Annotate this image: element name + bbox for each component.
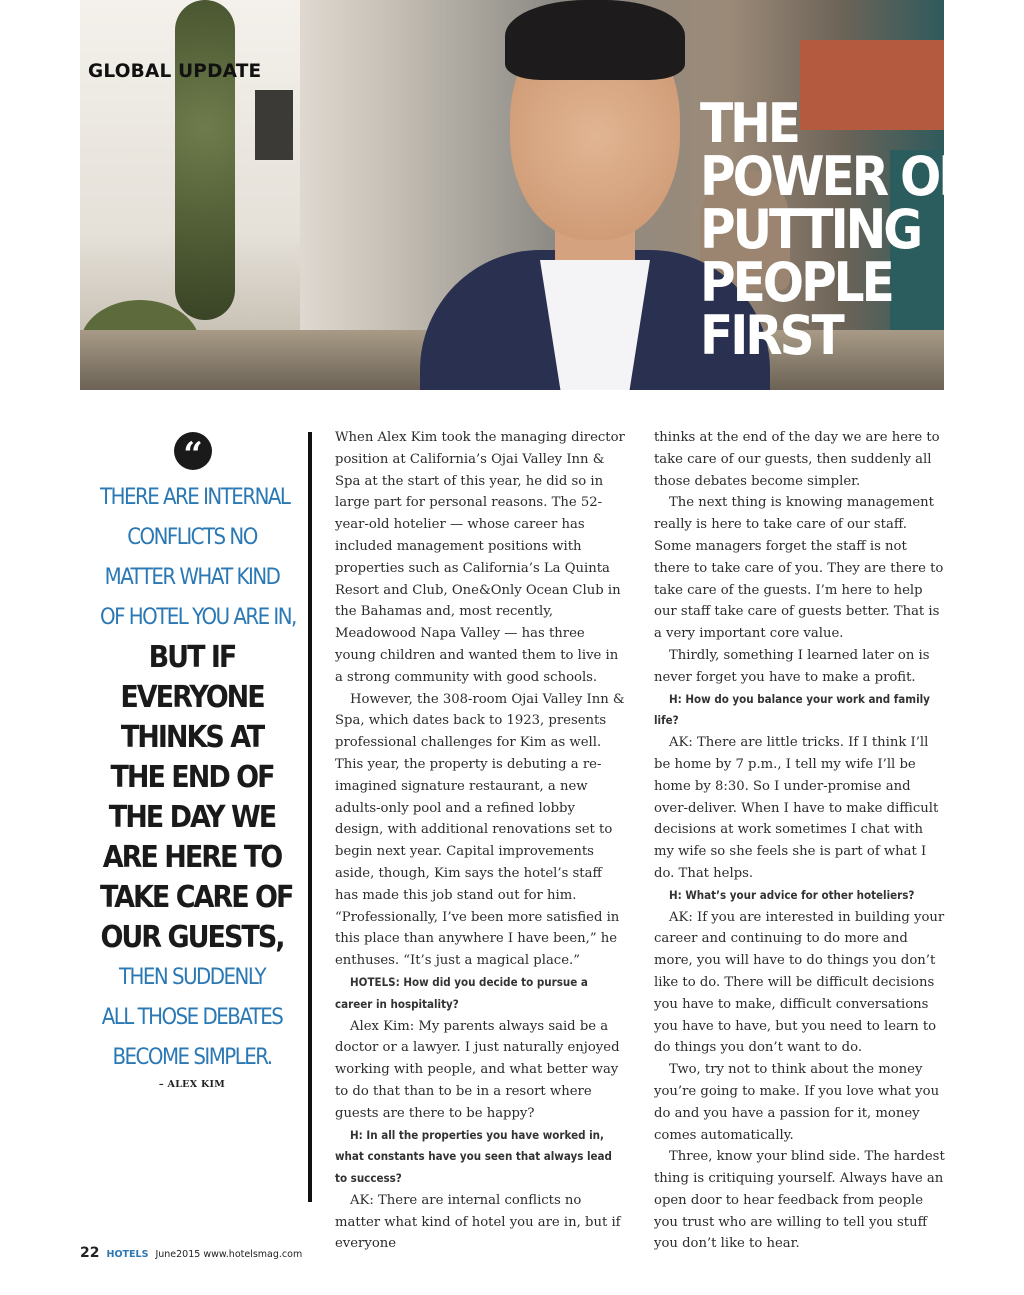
paragraph: Thirdly, something I learned later on is never forget you have to make a profit. <box>654 647 930 685</box>
column-divider <box>308 432 312 1202</box>
headline-line: POWER OF <box>700 145 969 208</box>
paragraph: Three, know your blind side. The hardest thing is critiquing yourself. Always have an open door to hear feedback from people you trust who are willing to tell you stuff you don’t like to hear. <box>654 1149 945 1252</box>
page-footer <box>80 1245 302 1261</box>
section-label: GLOBAL UPDATE <box>88 61 262 82</box>
pull-quote-line: OUR GUESTS, <box>100 920 284 955</box>
headline <box>700 92 969 367</box>
hair <box>505 0 685 80</box>
paragraph: AK: There are little tricks. If I think I’ll be home by 7 p.m., I tell my wife I’ll be home by 8:30. So I under-promise and over-deliver. When I have to make difficult decisions at work sometimes I chat with my wife so she feels she is part of what I do. That helps. <box>654 735 939 881</box>
issue-and-url: June2015 www.hotelsmag.com <box>155 1249 303 1260</box>
headline-line: PUTTING <box>700 198 921 261</box>
magazine-name: HOTELS <box>106 1249 149 1260</box>
pull-quote-line: EVERYONE <box>120 680 264 715</box>
pull-quote-line: THINKS AT <box>120 720 264 755</box>
interview-question: H: What’s your advice for other hoteliers? <box>669 887 915 902</box>
paragraph: The next thing is knowing management really is here to take care of our staff. Some managers forget the staff is not there to take care of you. They are there to take care of the guests. I’m here to help our staff take care of guests better. That is a very important core value. <box>654 495 944 642</box>
paragraph: However, the 308-room Ojai Valley Inn & Spa, which dates back to 1923, presents professional challenges for Kim as well. This year, the property is debuting a re-imagined signature restaurant, a new adults-only pool and a refined lobby design, with additional renovations set to begin next year. Capital improvements aside, though, Kim says the hotel’s staff has made this job stand out for him. “Professionally, I’ve been more satisfied in this place than anywhere I have been,” he enthuses. “It’s just a magical place.” <box>335 691 625 969</box>
paragraph: Two, try not to think about the money you’re going to make. If you love what you do and you have a passion for it, money comes automatically. <box>654 1062 940 1143</box>
pull-quote-line: THEN SUDDENLY <box>118 965 266 990</box>
pull-quote-attribution: – ALEX KIM <box>158 1079 226 1090</box>
interview-question: H: How do you balance your work and family life? <box>654 691 930 728</box>
pull-quote-line: THERE ARE INTERNAL <box>100 485 290 510</box>
pull-quote-line: THE DAY WE <box>108 800 276 835</box>
headline-line: PEOPLE <box>700 251 892 314</box>
pull-quote-line: ALL THOSE DEBATES <box>101 1005 283 1030</box>
paragraph: thinks at the end of the day we are here to take care of our guests, then suddenly all those debates become simpler. <box>654 430 940 489</box>
article-column-1 <box>335 427 627 1255</box>
quote-mark-icon: “ <box>174 432 212 470</box>
pull-quote-line: OF HOTEL YOU ARE IN, <box>100 605 296 630</box>
pull-quote-line: ARE HERE TO <box>102 840 282 875</box>
interview-question: HOTELS: How did you decide to pursue a career in hospitality? <box>335 974 588 1011</box>
page-number: 22 <box>80 1245 100 1261</box>
article-column-2 <box>654 427 946 1255</box>
headline-line: FIRST <box>700 304 842 367</box>
pull-quote-line: BUT IF <box>148 640 236 675</box>
pull-quote-line: CONFLICTS NO <box>127 525 257 550</box>
pull-quote-line: MATTER WHAT KIND <box>104 565 280 590</box>
paragraph: When Alex Kim took the managing director position at California’s Ojai Valley Inn & Spa at the start of this year, he did so in large part for personal reasons. The 52-year-old hotelier — whose career has included management positions with properties such as California’s La Quinta Resort and Club, One&Only Ocean Club in the Bahamas and, most recently, Meadowood Napa Valley — has three young children and wanted them to live in a strong community with good schools. <box>335 430 625 685</box>
pull-quote <box>100 478 296 1078</box>
headline-line: THE <box>700 92 798 155</box>
pull-quote-line: BECOME SIMPLER. <box>112 1045 272 1070</box>
pull-quote-line: TAKE CARE OF <box>100 880 293 915</box>
paragraph: AK: There are internal conflicts no matter what kind of hotel you are in, but if everyone <box>335 1192 621 1252</box>
paragraph: AK: If you are interested in building your career and continuing to do more and more, you will have to do things you don’t like to do. There will be difficult decisions you have to make, difficult conversations you have to have, but you need to learn to do things you don’t want to do. <box>654 909 945 1056</box>
cypress-tree <box>175 0 235 320</box>
window <box>255 90 293 160</box>
interview-question: H: In all the properties you have worked in, what constants have you seen that always lead to success? <box>335 1127 612 1186</box>
paragraph: Alex Kim: My parents always said be a doctor or a lawyer. I just naturally enjoyed working with people, and what better way to do that than to be in a resort where guests are there to be happy? <box>335 1018 620 1121</box>
pull-quote-line: THE END OF <box>110 760 274 795</box>
